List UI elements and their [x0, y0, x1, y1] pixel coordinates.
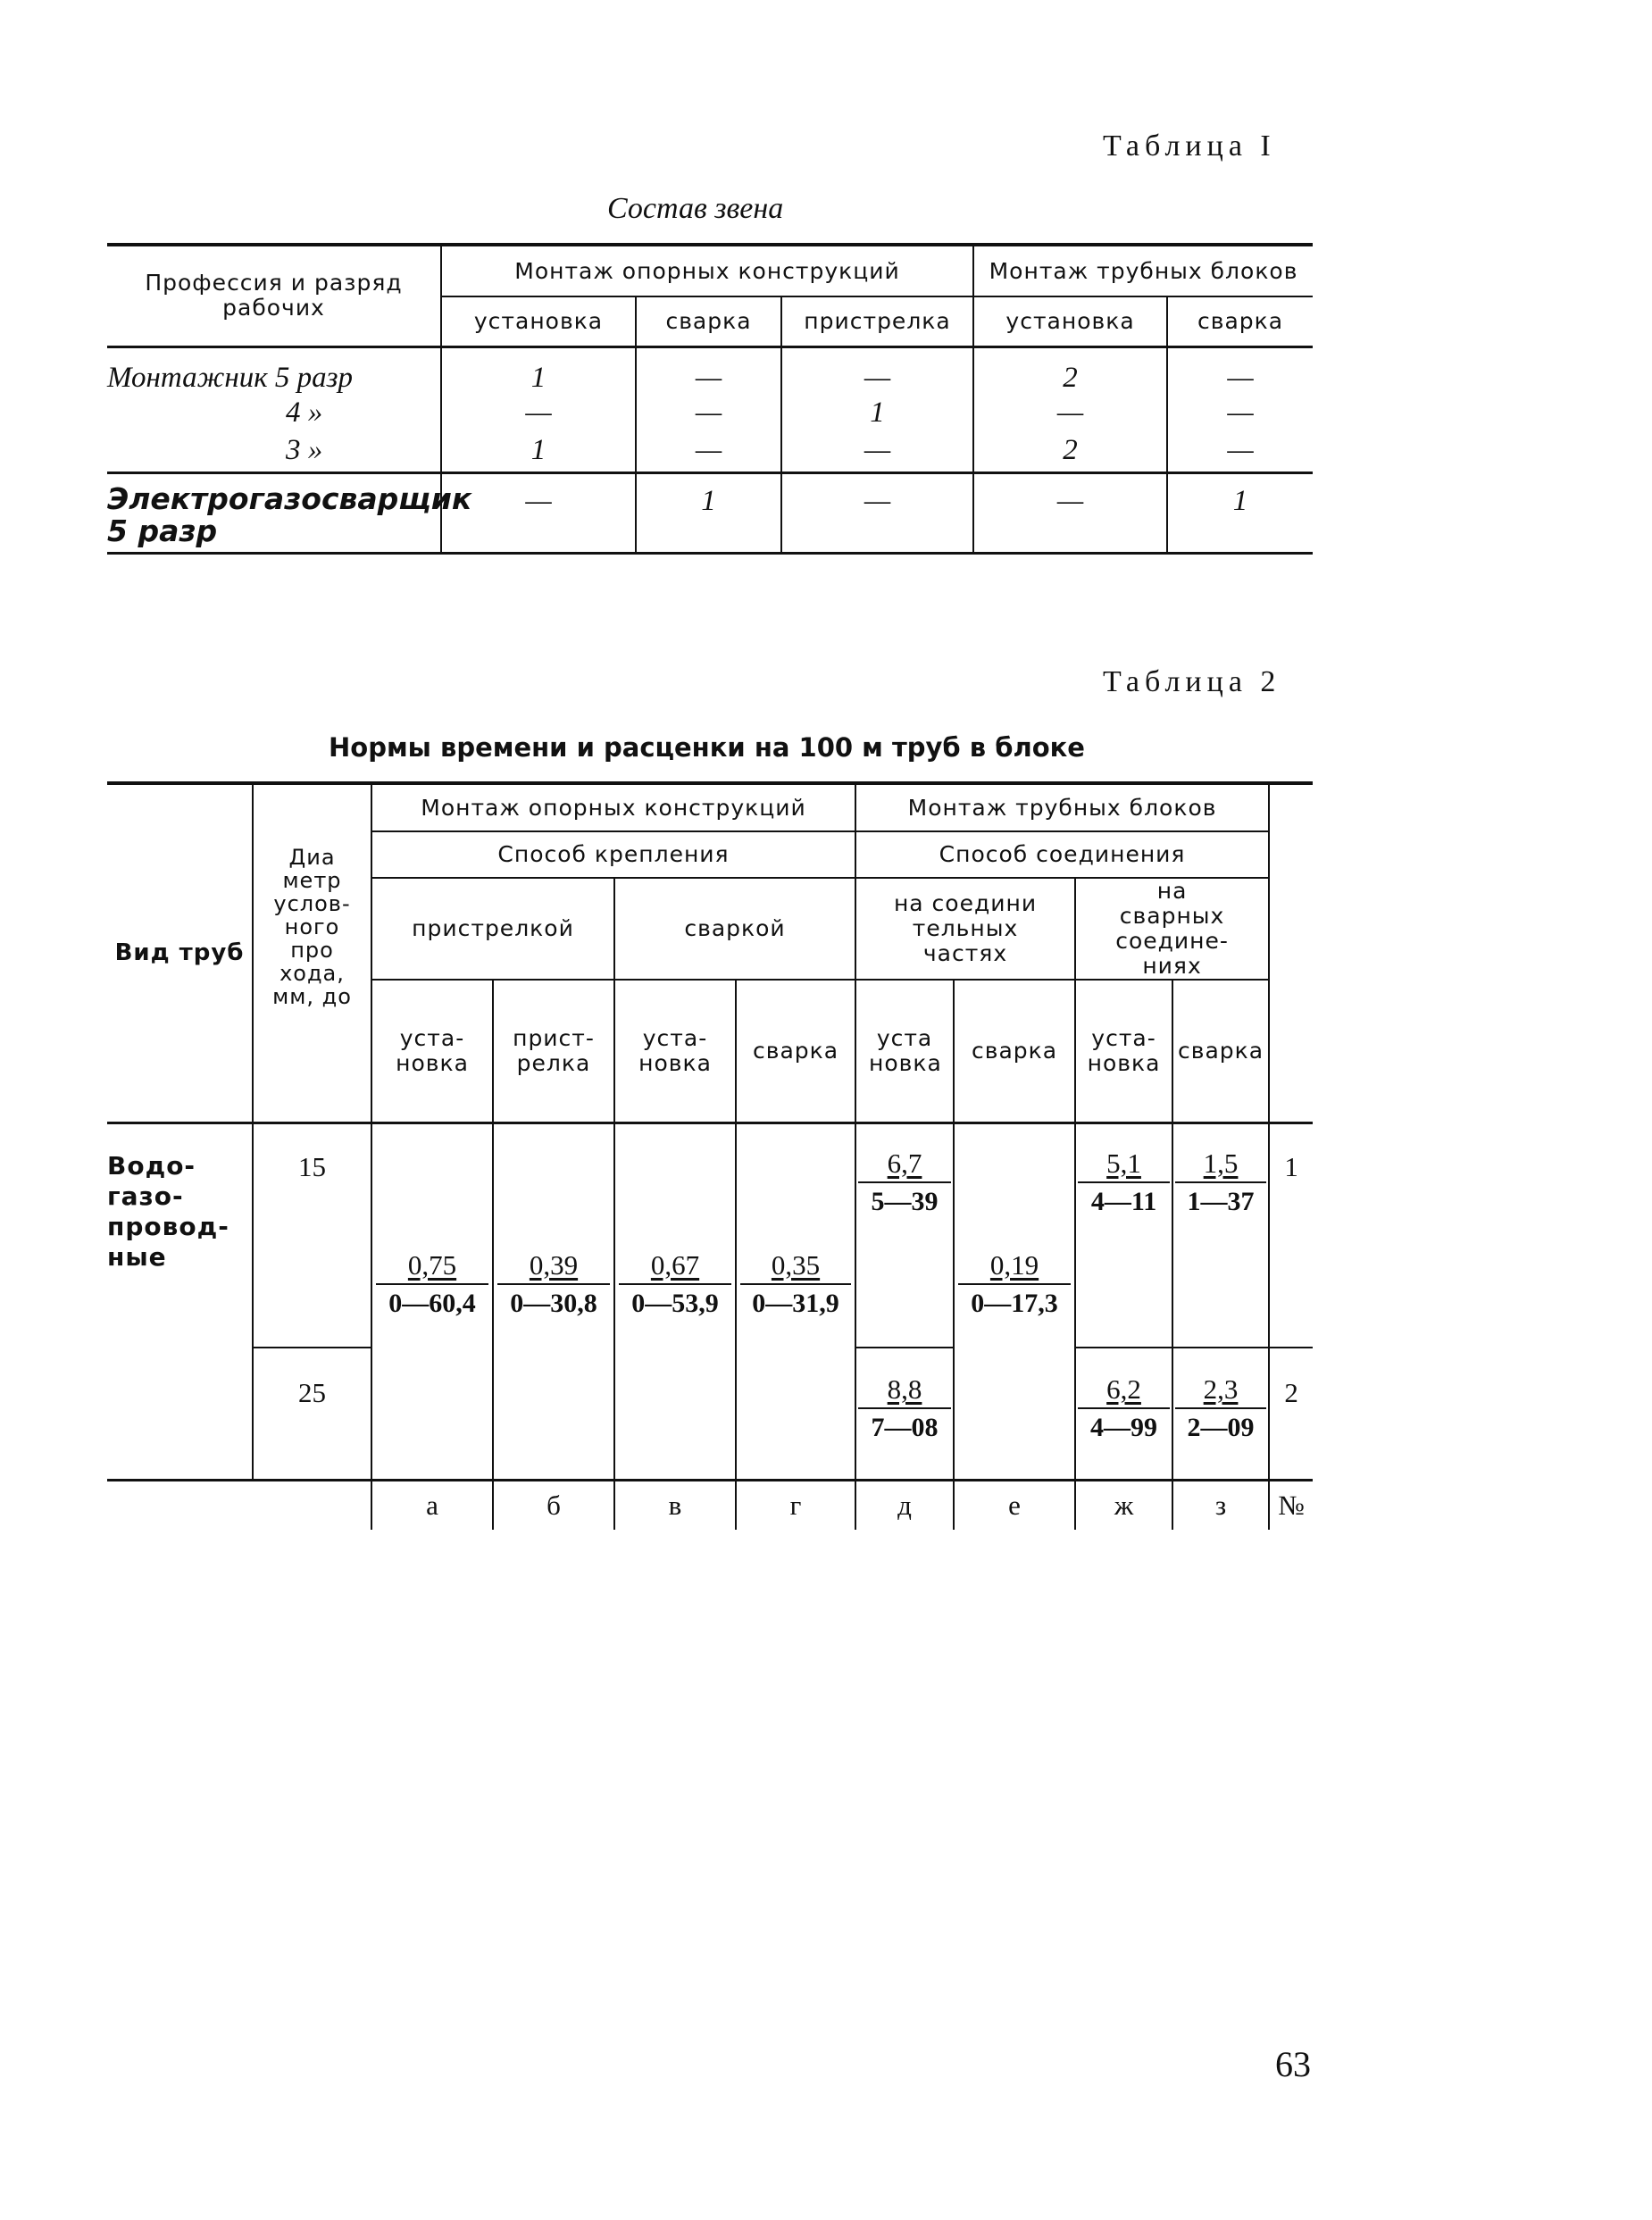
t2-foot-letter: д [855, 1480, 954, 1530]
t2-cell-d2 [855, 1348, 954, 1480]
t2-col-d: уста новка [855, 980, 954, 1123]
t1-cell: — [973, 396, 1167, 430]
t2-price-e: 0—17,3 [958, 1283, 1071, 1319]
t2-head-method2: Способ соединения [855, 831, 1269, 878]
t2-foot-letter: г [736, 1480, 855, 1530]
t2-norm-v: 0,67 [650, 1248, 700, 1281]
t2-head-diam: Диа метр услов- ного про хода, мм, до [253, 783, 371, 1123]
t1-cell: 1 [636, 472, 781, 553]
t2-col-g: сварка [736, 980, 855, 1123]
t2-vid-name: Водо- газо- провод- ные [107, 1123, 253, 1480]
t2-cell-e [954, 1123, 1075, 1480]
t2-head-empty [1269, 783, 1313, 1123]
t1-sub-1: установка [441, 296, 636, 346]
t1-cell: — [636, 430, 781, 472]
t1-cell: 1 [781, 396, 973, 430]
t1-cell: — [636, 346, 781, 396]
t2-foot-letter: ж [1075, 1480, 1172, 1530]
t2-col-a: уста- новка [371, 980, 493, 1123]
t2-head-vid: Вид труб [107, 783, 253, 1123]
t2-foot-empty [107, 1480, 253, 1530]
t1-sub-3: пристрелка [781, 296, 973, 346]
t1-cell: 2 [973, 430, 1167, 472]
t2-head-m1b: сваркой [614, 878, 855, 980]
t2-foot-no: № [1278, 1489, 1305, 1521]
t1-cell: — [781, 346, 973, 396]
t1-cell: — [1167, 430, 1313, 472]
t2-price-zh2: 4—99 [1078, 1407, 1170, 1443]
t1-head-group2: Монтаж трубных блоков [973, 245, 1313, 296]
t2-price-v: 0—53,9 [619, 1283, 731, 1319]
t2-price-d1: 5—39 [858, 1181, 951, 1217]
t1-sub-4: установка [973, 296, 1167, 346]
t2-cell-b [493, 1123, 614, 1480]
t2-price-g: 0—31,9 [740, 1283, 851, 1319]
t2-foot-letter: е [954, 1480, 1075, 1530]
table-row [107, 396, 1313, 430]
t1-head-profession: Профессия и разряд рабочих [107, 245, 441, 346]
t2-price-d2: 7—08 [858, 1407, 951, 1443]
t2-norm-zh2: 6,2 [1106, 1373, 1141, 1405]
t2-norm-z2: 2,3 [1203, 1373, 1239, 1405]
t1-cell: — [973, 472, 1167, 553]
t1-sub-5: сварка [1167, 296, 1313, 346]
t2-norm-z1: 1,5 [1203, 1147, 1239, 1179]
t2-norm-b: 0,39 [529, 1248, 579, 1281]
t2-diam-15: 15 [253, 1123, 371, 1348]
t1-sub-2: сварка [636, 296, 781, 346]
t1-row-name: 4 » [107, 396, 441, 430]
t2-price-z2: 2—09 [1175, 1407, 1266, 1443]
t2-foot-empty [253, 1480, 371, 1530]
t1-cell: — [441, 472, 636, 553]
table-row [107, 346, 1313, 396]
t1-cell: — [1227, 362, 1254, 395]
t2-norm-g: 0,35 [771, 1248, 821, 1281]
table-row [107, 430, 1313, 472]
t2-col-z: сварка [1172, 980, 1269, 1123]
t1-cell: — [1227, 396, 1254, 429]
page-number: 63 [1275, 2044, 1311, 2084]
t2-cell-zh1 [1075, 1123, 1172, 1348]
t2-head-m1a: пристрелкой [371, 878, 614, 980]
t2-foot-letter: а [371, 1480, 493, 1530]
t2-col-b: прист- релка [493, 980, 614, 1123]
t2-price-a: 0—60,4 [376, 1283, 488, 1319]
t2-head-group1: Монтаж опорных конструкций [371, 783, 855, 831]
table-row [107, 472, 1313, 553]
table1 [107, 243, 1313, 555]
t2-diam-25: 25 [253, 1348, 371, 1480]
t2-head-group2: Монтаж трубных блоков [855, 783, 1269, 831]
t1-row-name: Электрогазосварщик 5 разр [107, 472, 441, 553]
t2-foot-letter: б [493, 1480, 614, 1530]
t2-cell-v [614, 1123, 736, 1480]
table2-label: Таблица 2 [1103, 665, 1281, 698]
t2-cell-z2 [1172, 1348, 1269, 1480]
t1-cell: 1 [441, 430, 636, 472]
t2-cell-g [736, 1123, 855, 1480]
t1-cell: 1 [441, 346, 636, 396]
t2-foot-letter: з [1172, 1480, 1269, 1530]
t2-price-z1: 1—37 [1175, 1181, 1266, 1217]
t1-cell: — [636, 396, 781, 430]
t2-foot-letter: в [614, 1480, 736, 1530]
t2-head-method1: Способ крепления [371, 831, 855, 878]
t1-cell: — [781, 430, 973, 472]
table2 [107, 781, 1313, 1530]
table1-caption: Состав звена [607, 192, 784, 225]
t2-price-b: 0—30,8 [497, 1283, 610, 1319]
t2-rownum-1: 1 [1269, 1123, 1313, 1348]
t2-norm-a: 0,75 [407, 1248, 457, 1281]
t2-col-v: уста- новка [614, 980, 736, 1123]
t1-cell: 1 [1232, 484, 1248, 517]
t2-norm-d1: 6,7 [887, 1147, 922, 1179]
t2-cell-z1 [1172, 1123, 1269, 1348]
t1-head-group1: Монтаж опорных конструкций [441, 245, 973, 296]
t2-col-e: сварка [954, 980, 1075, 1123]
table1-label: Таблица I [1103, 129, 1276, 163]
table-row [107, 1123, 1313, 1237]
t2-head-m2b: на сварных соедине- ниях [1075, 878, 1269, 980]
t2-norm-zh1: 5,1 [1106, 1147, 1141, 1179]
t2-norm-d2: 8,8 [887, 1373, 922, 1405]
table-row [107, 1480, 1313, 1530]
t2-cell-zh2 [1075, 1348, 1172, 1480]
t2-col-zh: уста- новка [1075, 980, 1172, 1123]
t2-norm-e: 0,19 [989, 1248, 1039, 1281]
t2-cell-d1 [855, 1123, 954, 1348]
t2-rownum-2: 2 [1269, 1348, 1313, 1480]
t1-cell: — [781, 472, 973, 553]
t1-row-name: Монтажник 5 разр [107, 346, 441, 396]
t2-cell-a [371, 1123, 493, 1480]
t2-head-m2a: на соедини тельных частях [855, 878, 1075, 980]
t1-cell: — [441, 396, 636, 430]
t1-row-name: 3 » [107, 430, 441, 472]
t2-price-zh1: 4—11 [1078, 1181, 1170, 1217]
t1-cell: 2 [973, 346, 1167, 396]
table2-caption: Нормы времени и расценки на 100 м труб в блоке [329, 732, 1085, 763]
